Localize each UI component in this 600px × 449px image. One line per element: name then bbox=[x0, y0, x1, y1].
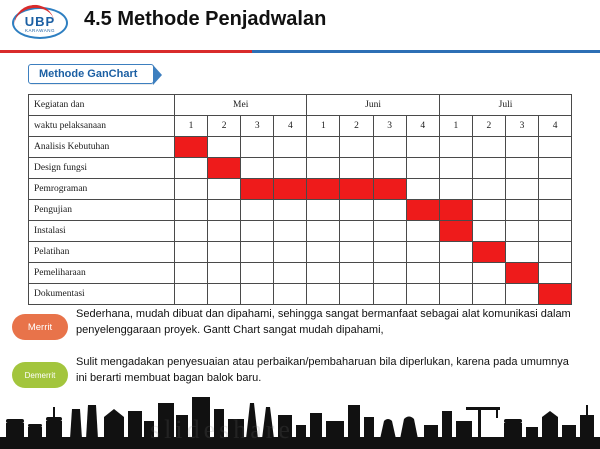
gantt-task-name: Pemrograman bbox=[29, 179, 175, 200]
gantt-cell-empty bbox=[307, 221, 340, 242]
gantt-cell-empty bbox=[406, 179, 439, 200]
gantt-cell-empty bbox=[539, 137, 572, 158]
gantt-cell-empty bbox=[539, 263, 572, 284]
gantt-cell-empty bbox=[539, 200, 572, 221]
gantt-week-header: 4 bbox=[406, 116, 439, 137]
gantt-cell-filled bbox=[208, 158, 241, 179]
gantt-cell-empty bbox=[373, 200, 406, 221]
gantt-chart-table bbox=[28, 94, 572, 305]
gantt-cell-empty bbox=[373, 242, 406, 263]
gantt-cell-filled bbox=[175, 137, 208, 158]
gantt-cell-empty bbox=[406, 242, 439, 263]
table-row bbox=[29, 200, 572, 221]
table-row bbox=[29, 137, 572, 158]
gantt-cell-empty bbox=[472, 137, 505, 158]
table-row bbox=[29, 158, 572, 179]
note-merrit-text: Sederhana, mudah dibuat dan dipahami, sehingga sangat bermanfaat sebagai alat komunikasi dalam penyelenggaraan proyek. Gantt Chart sangat mudah dipahami, bbox=[76, 308, 571, 336]
gantt-cell-empty bbox=[274, 200, 307, 221]
section-banner bbox=[28, 64, 154, 86]
gantt-cell-filled bbox=[241, 179, 274, 200]
gantt-cell-empty bbox=[175, 263, 208, 284]
gantt-week-header: 3 bbox=[505, 116, 538, 137]
gantt-cell-empty bbox=[241, 158, 274, 179]
gantt-cell-empty bbox=[472, 179, 505, 200]
gantt-cell-empty bbox=[274, 221, 307, 242]
gantt-cell-empty bbox=[472, 200, 505, 221]
gantt-cell-empty bbox=[208, 221, 241, 242]
gantt-cell-empty bbox=[505, 200, 538, 221]
gantt-cell-empty bbox=[307, 242, 340, 263]
gantt-cell-empty bbox=[439, 158, 472, 179]
slide-header bbox=[0, 0, 600, 52]
gantt-cell-filled bbox=[472, 242, 505, 263]
gantt-cell-empty bbox=[340, 263, 373, 284]
gantt-week-header: 3 bbox=[373, 116, 406, 137]
gantt-task-name: Design fungsi bbox=[29, 158, 175, 179]
gantt-task-name: Dokumentasi bbox=[29, 284, 175, 305]
gantt-cell-empty bbox=[340, 221, 373, 242]
gantt-cell-empty bbox=[373, 221, 406, 242]
gantt-cell-empty bbox=[307, 263, 340, 284]
gantt-cell-empty bbox=[241, 221, 274, 242]
gantt-cell-empty bbox=[274, 158, 307, 179]
gantt-month-header: Mei bbox=[175, 95, 307, 116]
table-row bbox=[29, 263, 572, 284]
gantt-cell-empty bbox=[274, 242, 307, 263]
gantt-week-header: 4 bbox=[539, 116, 572, 137]
gantt-week-header: 1 bbox=[439, 116, 472, 137]
gantt-cell-empty bbox=[439, 263, 472, 284]
gantt-week-header: 3 bbox=[241, 116, 274, 137]
gantt-cell-empty bbox=[208, 263, 241, 284]
gantt-cell-empty bbox=[208, 179, 241, 200]
gantt-cell-empty bbox=[539, 158, 572, 179]
gantt-cell-empty bbox=[175, 179, 208, 200]
city-skyline-illustration bbox=[0, 391, 600, 449]
badge-merrit: Merrit bbox=[12, 314, 68, 340]
logo-text: UBP bbox=[24, 14, 56, 29]
gantt-task-name: Pelatihan bbox=[29, 242, 175, 263]
notes-section bbox=[0, 300, 600, 396]
gantt-cell-empty bbox=[208, 200, 241, 221]
page-title: 4.5 Methode Penjadwalan bbox=[84, 8, 327, 30]
gantt-cell-empty bbox=[472, 221, 505, 242]
header-divider-red bbox=[0, 50, 252, 53]
gantt-cell-empty bbox=[373, 263, 406, 284]
gantt-cell-filled bbox=[373, 179, 406, 200]
gantt-task-name: Instalasi bbox=[29, 221, 175, 242]
ubp-logo bbox=[10, 4, 70, 48]
gantt-cell-empty bbox=[539, 242, 572, 263]
gantt-cell-filled bbox=[340, 179, 373, 200]
gantt-cell-empty bbox=[539, 179, 572, 200]
gantt-cell-empty bbox=[241, 242, 274, 263]
gantt-cell-empty bbox=[241, 200, 274, 221]
gantt-cell-empty bbox=[175, 242, 208, 263]
gantt-cell-empty bbox=[439, 137, 472, 158]
gantt-cell-empty bbox=[241, 137, 274, 158]
gantt-cell-empty bbox=[340, 200, 373, 221]
gantt-cell-empty bbox=[539, 221, 572, 242]
gantt-month-header: Juli bbox=[439, 95, 571, 116]
section-banner-label: Methode GanChart bbox=[28, 64, 154, 84]
gantt-cell-empty bbox=[307, 158, 340, 179]
gantt-cell-empty bbox=[175, 221, 208, 242]
gantt-header-time-label: waktu pelaksanaan bbox=[29, 116, 175, 137]
note-demerit-text: Sulit mengadakan penyesuaian atau perbaikan/pembaharuan bila diperlukan, karena pada umumnya ini berarti membuat bagan balok baru. bbox=[76, 356, 569, 384]
gantt-cell-filled bbox=[439, 200, 472, 221]
gantt-cell-empty bbox=[307, 200, 340, 221]
gantt-cell-empty bbox=[340, 158, 373, 179]
gantt-month-header: Juni bbox=[307, 95, 439, 116]
gantt-cell-empty bbox=[406, 137, 439, 158]
gantt-task-name: Pemeliharaan bbox=[29, 263, 175, 284]
gantt-week-header: 2 bbox=[208, 116, 241, 137]
gantt-cell-empty bbox=[175, 158, 208, 179]
gantt-cell-filled bbox=[406, 200, 439, 221]
gantt-cell-empty bbox=[505, 221, 538, 242]
logo-subtext: KARAWANG bbox=[25, 28, 55, 33]
gantt-cell-empty bbox=[241, 263, 274, 284]
gantt-task-name: Pengujian bbox=[29, 200, 175, 221]
gantt-cell-empty bbox=[406, 221, 439, 242]
gantt-cell-empty bbox=[406, 263, 439, 284]
gantt-cell-empty bbox=[307, 137, 340, 158]
gantt-cell-empty bbox=[505, 137, 538, 158]
gantt-cell-empty bbox=[472, 158, 505, 179]
gantt-week-header: 2 bbox=[472, 116, 505, 137]
gantt-cell-empty bbox=[505, 179, 538, 200]
gantt-cell-empty bbox=[373, 158, 406, 179]
gantt-cell-filled bbox=[274, 179, 307, 200]
gantt-cell-empty bbox=[208, 242, 241, 263]
gantt-week-header: 1 bbox=[175, 116, 208, 137]
gantt-week-header: 4 bbox=[274, 116, 307, 137]
gantt-header-task-label: Kegiatan dan bbox=[29, 95, 175, 116]
gantt-cell-empty bbox=[406, 158, 439, 179]
gantt-cell-empty bbox=[472, 263, 505, 284]
gantt-cell-filled bbox=[505, 263, 538, 284]
gantt-week-header: 1 bbox=[307, 116, 340, 137]
gantt-cell-empty bbox=[439, 242, 472, 263]
gantt-cell-empty bbox=[340, 242, 373, 263]
gantt-cell-empty bbox=[505, 158, 538, 179]
gantt-task-name: Analisis Kebutuhan bbox=[29, 137, 175, 158]
gantt-header-row-months bbox=[29, 95, 572, 116]
gantt-cell-empty bbox=[340, 137, 373, 158]
table-row bbox=[29, 179, 572, 200]
gantt-header-row-weeks bbox=[29, 116, 572, 137]
gantt-cell-filled bbox=[307, 179, 340, 200]
gantt-cell-empty bbox=[208, 137, 241, 158]
gantt-cell-empty bbox=[274, 137, 307, 158]
gantt-cell-empty bbox=[175, 200, 208, 221]
gantt-cell-empty bbox=[274, 263, 307, 284]
table-row bbox=[29, 242, 572, 263]
gantt-cell-empty bbox=[505, 242, 538, 263]
badge-demerit: Demerrit bbox=[12, 362, 68, 388]
gantt-week-header: 2 bbox=[340, 116, 373, 137]
gantt-cell-empty bbox=[373, 137, 406, 158]
gantt-cell-empty bbox=[439, 179, 472, 200]
table-row bbox=[29, 221, 572, 242]
gantt-cell-filled bbox=[439, 221, 472, 242]
